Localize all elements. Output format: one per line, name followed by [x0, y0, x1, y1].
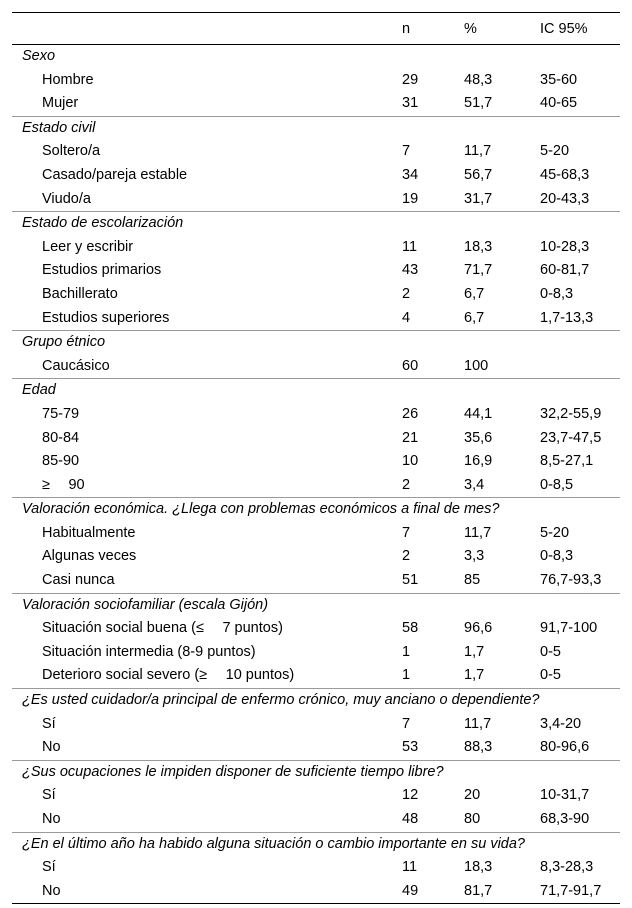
row-label: Situación intermedia (8-9 puntos) — [42, 643, 256, 660]
table-row — [12, 450, 620, 474]
group-row — [12, 331, 620, 355]
row-percent: 6,7 — [464, 285, 485, 302]
row-n: 2 — [402, 476, 411, 493]
row-ci: 20-43,3 — [540, 190, 590, 207]
row-label: Caucásico — [42, 357, 110, 374]
row-label: Viudo/a — [42, 190, 91, 207]
row-label: Bachillerato — [42, 285, 118, 302]
row-ci: 3,4-20 — [540, 715, 582, 732]
row-n: 34 — [402, 166, 419, 183]
row-n: 26 — [402, 405, 419, 422]
row-ci: 5-20 — [540, 143, 570, 160]
group-label: ¿En el último año ha habido alguna situación o cambio importante en su vida? — [12, 832, 620, 856]
row-label: Sí — [42, 715, 56, 732]
row-percent: 88,3 — [464, 739, 493, 756]
table-row — [12, 784, 620, 808]
table-row — [12, 403, 620, 427]
row-n: 43 — [402, 262, 419, 279]
row-label: Hombre — [42, 71, 94, 88]
row-n: 4 — [402, 309, 411, 326]
row-percent: 71,7 — [464, 262, 493, 279]
row-n: 7 — [402, 524, 411, 541]
table-row — [12, 545, 620, 569]
row-n: 53 — [402, 739, 419, 756]
row-percent: 35,6 — [464, 429, 493, 446]
row-percent: 96,6 — [464, 620, 493, 637]
group-label: Estado civil — [12, 116, 620, 140]
row-ci: 5-20 — [540, 524, 570, 541]
table-row — [12, 522, 620, 546]
row-n: 10 — [402, 453, 419, 470]
row-label: No — [42, 882, 61, 899]
row-ci: 32,2-55,9 — [540, 405, 602, 422]
row-ci: 80-96,6 — [540, 739, 590, 756]
group-row — [12, 593, 620, 617]
row-label: Casi nunca — [42, 572, 115, 589]
row-percent: 18,3 — [464, 859, 493, 876]
row-label: Casado/pareja estable — [42, 166, 188, 183]
row-percent: 100 — [464, 357, 489, 374]
row-label: Sí — [42, 859, 56, 876]
row-percent: 56,7 — [464, 166, 493, 183]
row-n: 2 — [402, 548, 411, 565]
row-label: 75-79 — [42, 405, 80, 422]
table-row — [12, 880, 620, 904]
row-n: 60 — [402, 357, 419, 374]
row-n: 11 — [402, 238, 418, 255]
table-row — [12, 164, 620, 188]
row-percent: 18,3 — [464, 238, 493, 255]
group-label: Estado de escolarización — [12, 212, 620, 236]
table-row — [12, 92, 620, 116]
group-row — [12, 760, 620, 784]
row-ci: 40-65 — [540, 95, 578, 112]
row-ci: 35-60 — [540, 71, 578, 88]
row-percent: 20 — [464, 787, 481, 804]
header-percent: % — [464, 20, 477, 37]
row-percent: 3,4 — [464, 476, 485, 493]
table-body — [12, 45, 620, 904]
row-n: 51 — [402, 572, 419, 589]
row-n: 29 — [402, 71, 419, 88]
data-table — [12, 12, 620, 904]
row-ci: 71,7-91,7 — [540, 882, 602, 899]
row-label: Sí — [42, 787, 56, 804]
group-label: Sexo — [22, 48, 56, 64]
group-row — [12, 212, 620, 236]
table-row — [12, 188, 620, 212]
row-ci: 60-81,7 — [540, 262, 590, 279]
table-row — [12, 69, 620, 93]
row-percent: 80 — [464, 811, 481, 827]
row-percent: 3,3 — [464, 548, 485, 565]
row-percent: 31,7 — [464, 190, 493, 207]
row-ci: 10-31,7 — [540, 787, 590, 804]
table-row — [12, 474, 620, 498]
row-ci: 0-5 — [540, 643, 561, 660]
table-row — [12, 569, 620, 593]
row-label: Mujer — [42, 95, 79, 112]
row-ci: 76,7-93,3 — [540, 572, 602, 589]
group-label: Edad — [12, 379, 620, 403]
group-label: Grupo étnico — [12, 331, 620, 355]
row-n: 1 — [402, 667, 411, 684]
row-ci: 0-8,5 — [540, 476, 574, 493]
row-n: 21 — [402, 429, 419, 446]
row-ci: 0-5 — [540, 667, 561, 684]
row-ci: 91,7-100 — [540, 620, 598, 637]
row-n: 11 — [402, 859, 418, 876]
row-ci: 68,3-90 — [540, 811, 590, 827]
table-row — [12, 617, 620, 641]
row-ci: 8,5-27,1 — [540, 453, 594, 470]
row-n: 7 — [402, 715, 411, 732]
row-percent: 16,9 — [464, 453, 493, 470]
header-n: n — [402, 20, 411, 37]
row-n: 1 — [402, 643, 411, 660]
row-n: 49 — [402, 882, 419, 899]
row-percent: 85 — [464, 572, 481, 589]
table-row — [12, 427, 620, 451]
row-label: Estudios primarios — [42, 262, 162, 279]
table-row — [12, 856, 620, 880]
row-label: Algunas veces — [42, 548, 137, 565]
group-row — [12, 832, 620, 856]
row-percent: 1,7 — [464, 667, 485, 684]
group-label: ¿Sus ocupaciones le impiden disponer de suficiente tiempo libre? — [12, 760, 620, 784]
row-ci: 10-28,3 — [540, 238, 590, 255]
row-label: Leer y escribir — [42, 238, 134, 255]
group-label: Valoración económica. ¿Llega con problemas económicos a final de mes? — [12, 498, 620, 522]
row-percent: 11,7 — [464, 143, 492, 160]
group-row — [12, 379, 620, 403]
table-row — [12, 713, 620, 737]
group-row — [12, 689, 620, 713]
row-n: 7 — [402, 143, 411, 160]
row-percent: 44,1 — [464, 405, 493, 422]
table-row — [12, 641, 620, 665]
row-ci — [540, 355, 620, 379]
group-row — [12, 45, 620, 69]
row-label: Deterioro social severo (≥ 10 puntos) — [42, 667, 295, 684]
header-row — [12, 13, 620, 45]
header-label — [12, 13, 402, 45]
table-row — [12, 736, 620, 760]
row-percent: 81,7 — [464, 882, 493, 899]
table-row — [12, 355, 620, 379]
row-n: 2 — [402, 285, 411, 302]
row-percent: 11,7 — [464, 715, 492, 732]
table-row — [12, 808, 620, 832]
row-n: 48 — [402, 811, 419, 827]
row-percent: 48,3 — [464, 71, 493, 88]
row-n: 58 — [402, 620, 419, 637]
row-label: 85-90 — [42, 453, 80, 470]
row-percent: 1,7 — [464, 643, 485, 660]
row-ci: 1,7-13,3 — [540, 309, 594, 326]
row-label: No — [42, 811, 61, 827]
row-n: 19 — [402, 190, 419, 207]
row-ci: 0-8,3 — [540, 285, 574, 302]
table-row — [12, 283, 620, 307]
header-ci: IC 95% — [540, 20, 588, 37]
row-ci: 0-8,3 — [540, 548, 574, 565]
group-row — [12, 498, 620, 522]
table-row — [12, 259, 620, 283]
group-label: Valoración sociofamiliar (escala Gijón) — [12, 593, 620, 617]
row-label: No — [42, 739, 61, 756]
row-percent: 6,7 — [464, 309, 485, 326]
row-label: 80-84 — [42, 429, 80, 446]
row-percent: 51,7 — [464, 95, 493, 112]
row-label: Soltero/a — [42, 143, 101, 160]
group-row — [12, 116, 620, 140]
row-label: ≥ 90 — [42, 476, 85, 493]
table-row — [12, 140, 620, 164]
group-label: ¿Es usted cuidador/a principal de enfermo crónico, muy anciano o dependiente? — [12, 689, 620, 713]
row-ci: 45-68,3 — [540, 166, 590, 183]
table-row — [12, 664, 620, 688]
row-n: 31 — [402, 95, 419, 112]
row-percent: 11,7 — [464, 524, 492, 541]
row-label: Situación social buena (≤ 7 puntos) — [42, 620, 283, 637]
row-label: Habitualmente — [42, 524, 136, 541]
table-row — [12, 236, 620, 260]
row-label: Estudios superiores — [42, 309, 170, 326]
table-row — [12, 307, 620, 331]
row-n: 12 — [402, 787, 419, 804]
row-ci: 8,3-28,3 — [540, 859, 594, 876]
row-ci: 23,7-47,5 — [540, 429, 602, 446]
